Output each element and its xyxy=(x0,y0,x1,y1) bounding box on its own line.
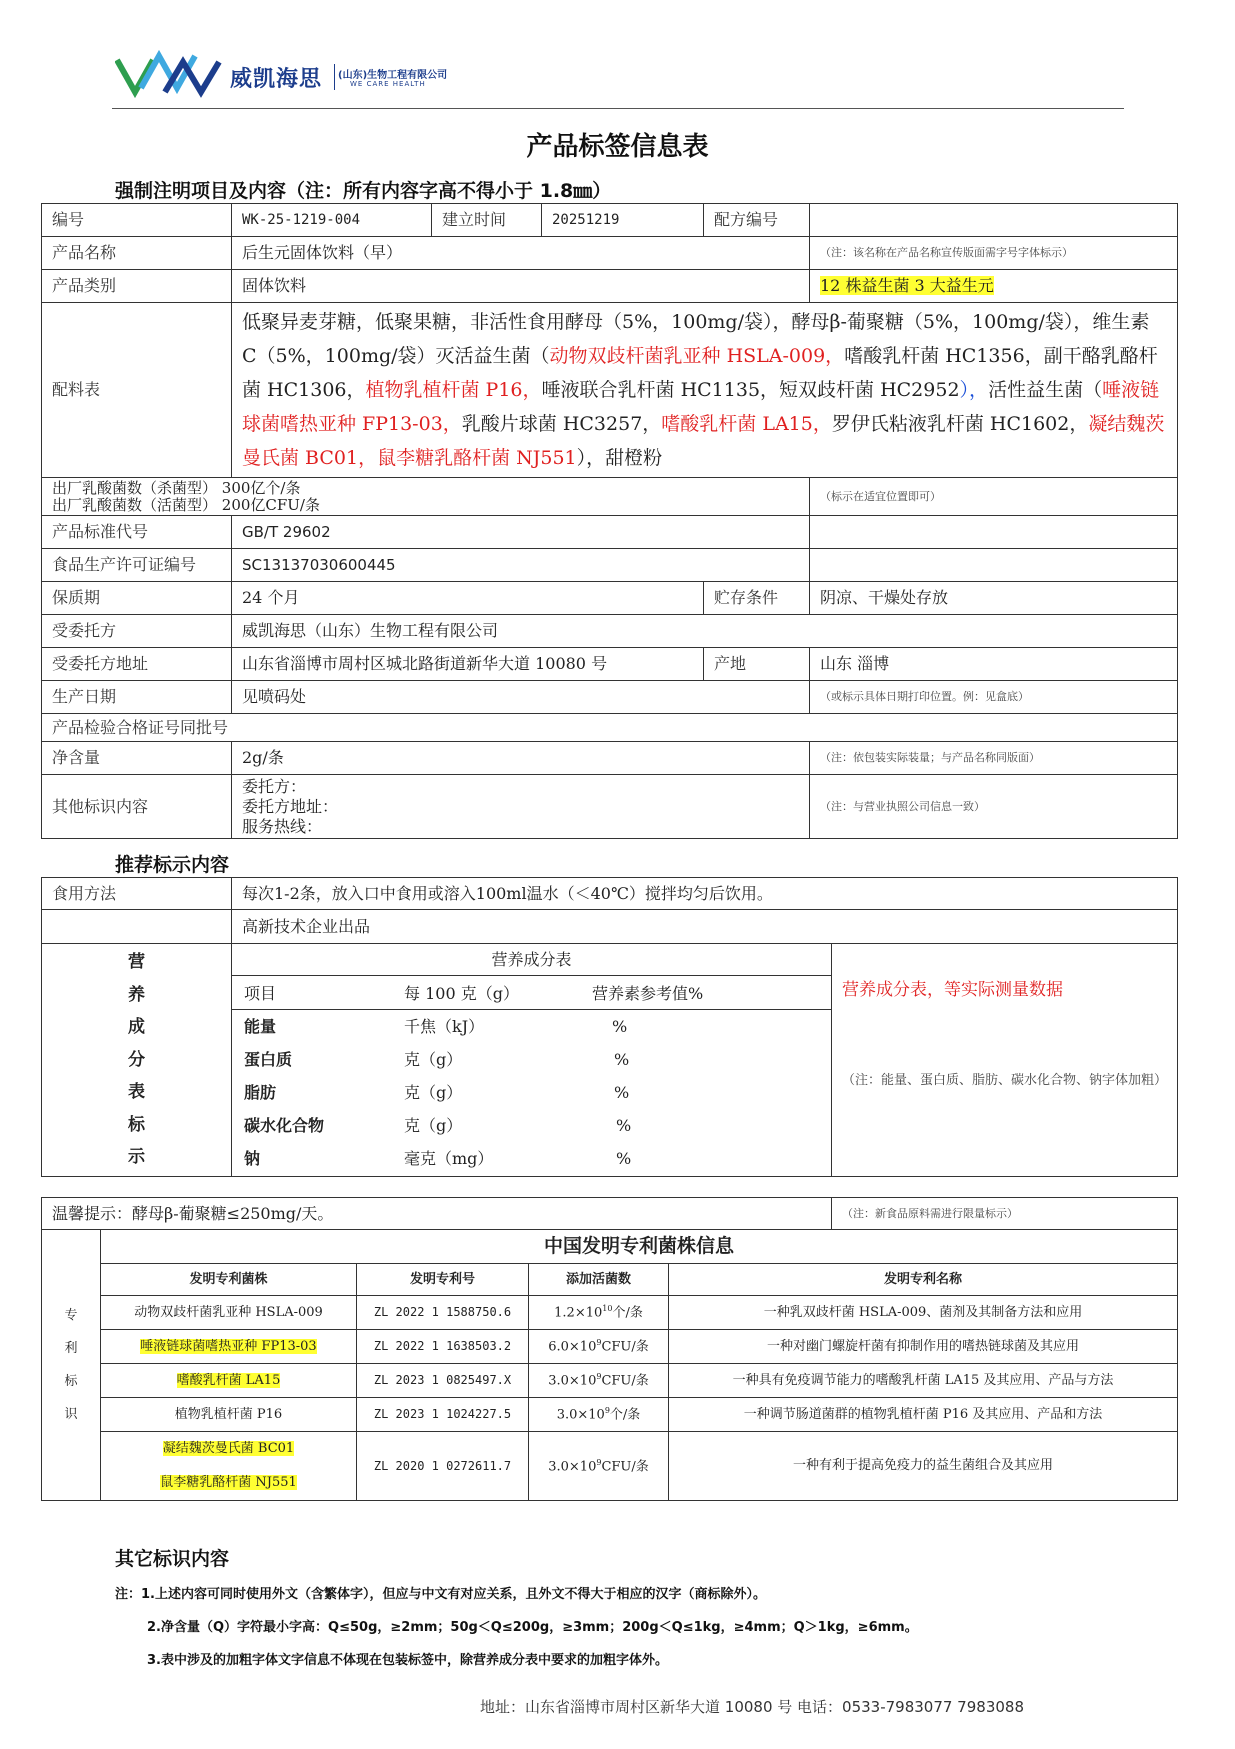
nutrition-header-nrv: 营养素参考值% xyxy=(592,984,704,1003)
patent-vertical-label xyxy=(42,1230,101,1501)
note-1: 注：1.上述内容可同时使用外文（含繁体字），但应与中文有对应关系，且外文不得大于相应的汉字（商标除外）。 xyxy=(115,1587,766,1602)
nutrition-header-item: 项目 xyxy=(244,984,277,1003)
storage-value: 阴凉、干燥处存放 xyxy=(810,582,1178,615)
patent-strain: 植物乳植杆菌 P16 xyxy=(101,1398,357,1432)
formula-label: 配方编号 xyxy=(704,204,810,237)
document-title: 产品标签信息表 xyxy=(526,132,709,162)
patent-count-base: 6.0×10 xyxy=(548,1339,597,1355)
nutrition-red-note: 营养成分表，等实际测量数据 xyxy=(842,980,1063,1000)
license-label: 食品生产许可证编号 xyxy=(42,549,232,582)
mandatory-table xyxy=(41,203,1178,839)
client-address-value: 山东省淄博市周村区城北路街道新华大道 10080 号 xyxy=(232,648,704,681)
patent-count-base: 3.0×10 xyxy=(548,1458,597,1474)
code-label: 编号 xyxy=(42,204,232,237)
other-info-line: 委托方地址： xyxy=(242,796,339,816)
shelf-life-label: 保质期 xyxy=(42,582,232,615)
patent-count-exp: 9 xyxy=(596,1457,602,1467)
nutrition-vertical-label xyxy=(42,944,232,1177)
ingredients-red-text: 植物乳植杆菌 P16， xyxy=(365,379,542,401)
bacteria-count-cell xyxy=(42,478,810,516)
net-content-note: （注：依包装实际装量；与产品名称同版面） xyxy=(810,742,1178,775)
warning-note: （注：新食品原料需进行限量标示） xyxy=(832,1198,1178,1230)
ingredients-blue-text: ）， xyxy=(959,379,989,401)
nutrition-unit: 毫克（mg） xyxy=(404,1149,494,1168)
nutrition-row xyxy=(232,1076,831,1108)
ingredients-text: ），甜橙粉 xyxy=(576,447,663,469)
product-name-note: （注：该名称在产品名称宣传版面需字号字体标示） xyxy=(810,237,1178,270)
patent-strain: 凝结魏茨曼氏菌 BC01 xyxy=(162,1441,295,1456)
patent-count xyxy=(529,1364,669,1398)
patent-strain-cell xyxy=(101,1364,357,1398)
other-info-line: 服务热线： xyxy=(242,816,323,836)
patent-strain-cell xyxy=(101,1330,357,1364)
patent-count xyxy=(529,1296,669,1330)
standard-empty xyxy=(810,516,1178,549)
origin-value: 山东 淄博 xyxy=(810,648,1178,681)
patent-header-strain: 发明专利菌株 xyxy=(101,1264,357,1296)
standard-label: 产品标准代号 xyxy=(42,516,232,549)
nutrition-unit: 克（g） xyxy=(404,1050,463,1069)
patent-number: ZL 2023 1 0825497.X xyxy=(357,1364,529,1398)
nutrition-unit: 克（g） xyxy=(404,1083,463,1102)
inspection-label: 产品检验合格证号同批号 xyxy=(42,714,1178,742)
nutrition-item: 碳水化合物 xyxy=(244,1116,325,1135)
nutrition-item: 钠 xyxy=(244,1149,261,1168)
nutrition-header-per100: 每 100 克（g） xyxy=(404,984,519,1003)
category-highlight: 12 株益生菌 3 大益生元 xyxy=(820,276,994,296)
patent-vertical-char: 利 xyxy=(64,1341,78,1356)
patent-header-name: 发明专利名称 xyxy=(669,1264,1178,1296)
company-full-name: (山东)生物工程有限公司 xyxy=(338,70,448,81)
ingredients-red-text: 动物双歧杆菌乳亚种 HSLA-009， xyxy=(549,345,845,367)
patent-vertical-char: 标 xyxy=(64,1374,78,1389)
nutrition-item: 脂肪 xyxy=(244,1083,277,1102)
patent-name: 一种具有免疫调节能力的嗜酸乳杆菌 LA15 及其应用、产品与方法 xyxy=(669,1364,1178,1398)
other-info-note: （注：与营业执照公司信息一致） xyxy=(810,775,1178,839)
nutrition-row xyxy=(232,1043,831,1075)
patent-number: ZL 2023 1 1024227.5 xyxy=(357,1398,529,1432)
license-empty xyxy=(810,549,1178,582)
patent-number: ZL 2022 1 1588750.6 xyxy=(357,1296,529,1330)
production-date-note: （或标示具体日期打印位置。例：见盒底） xyxy=(810,681,1178,714)
patent-vertical-char: 专 xyxy=(64,1308,78,1323)
warning-text: 温馨提示：酵母β-葡聚糖≤250mg/天。 xyxy=(42,1198,832,1230)
net-content-value: 2g/条 xyxy=(232,742,810,775)
bacteria-count-live: 出厂乳酸菌数（活菌型） 200亿CFU/条 xyxy=(52,495,320,514)
nutrition-item: 蛋白质 xyxy=(244,1050,293,1069)
product-name-value: 后生元固体饮料（早） xyxy=(232,237,810,270)
other-info-value xyxy=(232,775,810,839)
other-info-label: 其他标识内容 xyxy=(42,775,232,839)
company-separator xyxy=(334,64,335,90)
warning-table xyxy=(41,1197,1178,1230)
company-name: 威凯海思 xyxy=(230,67,323,92)
patent-count-base: 3.0×10 xyxy=(556,1407,605,1423)
nutrition-vertical-char: 营 xyxy=(128,951,145,972)
nutrition-title: 营养成分表 xyxy=(232,944,831,976)
nutrition-nrv: % xyxy=(616,1149,632,1168)
nutrition-unit: 克（g） xyxy=(404,1116,463,1135)
nutrition-header-row xyxy=(232,976,831,1010)
production-date-label: 生产日期 xyxy=(42,681,232,714)
nutrition-table xyxy=(232,944,832,1177)
patent-count-exp: 9 xyxy=(596,1338,602,1348)
patent-count xyxy=(529,1432,669,1501)
nutrition-vertical-char: 成 xyxy=(128,1017,145,1038)
code-value: WK-25-1219-004 xyxy=(232,204,432,237)
patent-strain: 唾液链球菌嗜热亚种 FP13-03 xyxy=(140,1338,317,1354)
patent-count-unit: CFU/条 xyxy=(601,1373,649,1389)
ingredients-text: 活性益生菌（ xyxy=(988,379,1103,401)
patent-table xyxy=(41,1229,1178,1501)
hightech-value: 高新技术企业出品 xyxy=(232,910,1178,944)
net-content-label: 净含量 xyxy=(42,742,232,775)
ingredients-red-text: 嗜酸乳杆菌 LA15， xyxy=(661,413,832,435)
patent-count xyxy=(529,1398,669,1432)
usage-value: 每次1-2条，放入口中食用或溶入100ml温水（＜40℃）搅拌均匀后饮用。 xyxy=(232,878,1178,910)
ingredients-label: 配料表 xyxy=(42,303,232,478)
footer-address: 地址：山东省淄博市周村区新华大道 10080 号 电话：0533-7983077 7983088 xyxy=(480,1698,1024,1716)
patent-count-unit: 个/条 xyxy=(612,1305,643,1321)
patent-name: 一种乳双歧杆菌 HSLA-009、菌剂及其制备方法和应用 xyxy=(669,1296,1178,1330)
section-mandatory-title: 强制注明项目及内容（注：所有内容字高不得小于 1.8㎜） xyxy=(115,180,612,202)
patent-number: ZL 2022 1 1638503.2 xyxy=(357,1330,529,1364)
ingredients-red-text: 凝结魏茨曼氏菌 BC01，鼠李糖乳酪杆菌 NJ551 xyxy=(242,413,1165,469)
created-value: 20251219 xyxy=(542,204,704,237)
ingredients-text: 嗜酸乳杆菌 HC1356，副干酪乳酪杆菌 HC1306， xyxy=(242,345,1158,401)
patent-name: 一种调节肠道菌群的植物乳植杆菌 P16 及其应用、产品和方法 xyxy=(669,1398,1178,1432)
standard-value: GB/T 29602 xyxy=(232,516,810,549)
patent-count-base: 3.0×10 xyxy=(548,1373,597,1389)
patent-strain: 鼠李糖乳酪杆菌 NJ551 xyxy=(160,1475,297,1490)
nutrition-row xyxy=(232,1010,831,1042)
patent-name: 一种对幽门螺旋杆菌有抑制作用的嗜热链球菌及其应用 xyxy=(669,1330,1178,1364)
patent-count-exp: 9 xyxy=(604,1406,610,1416)
category-value: 固体饮料 xyxy=(232,270,810,303)
note-3: 3.表中涉及的加粗字体文字信息不体现在包装标签中，除营养成分表中要求的加粗字体外。 xyxy=(147,1653,668,1668)
patent-count-exp: 10 xyxy=(602,1304,613,1314)
nutrition-item: 能量 xyxy=(244,1017,277,1036)
section-recommended-title: 推荐标示内容 xyxy=(115,854,230,876)
created-label: 建立时间 xyxy=(432,204,542,237)
usage-label: 食用方法 xyxy=(42,878,232,910)
ingredients-text: 乳酸片球菌 HC3257， xyxy=(461,413,662,435)
category-label: 产品类别 xyxy=(42,270,232,303)
nutrition-vertical-char: 分 xyxy=(128,1049,145,1070)
client-address-label: 受委托方地址 xyxy=(42,648,232,681)
production-date-value: 见喷码处 xyxy=(232,681,810,714)
nutrition-unit: 千焦（kJ） xyxy=(404,1017,485,1036)
hightech-empty xyxy=(42,910,232,944)
storage-label: 贮存条件 xyxy=(704,582,810,615)
client-value: 威凯海思（山东）生物工程有限公司 xyxy=(232,615,1178,648)
bacteria-count-killed: 出厂乳酸菌数（杀菌型） 300亿个/条 xyxy=(52,478,301,497)
nutrition-nrv: % xyxy=(614,1050,630,1069)
ingredients-text: 唾液联合乳杆菌 HC1135，短双歧杆菌 HC2952 xyxy=(541,379,960,401)
nutrition-vertical-char: 标 xyxy=(128,1114,145,1135)
nutrition-row xyxy=(232,1142,831,1174)
patent-count-exp: 9 xyxy=(596,1372,602,1382)
ingredients-red-text: 唾液链球菌嗜热亚种 FP13-03， xyxy=(242,379,1160,435)
nutrition-vertical-char: 示 xyxy=(128,1147,145,1168)
formula-value xyxy=(810,204,1178,237)
origin-label: 产地 xyxy=(704,648,810,681)
nutrition-row xyxy=(232,1109,831,1141)
nutrition-vertical-char: 表 xyxy=(128,1082,145,1103)
patent-name: 一种有利于提高免疫力的益生菌组合及其应用 xyxy=(669,1432,1178,1501)
shelf-life-value: 24 个月 xyxy=(232,582,704,615)
patent-count-unit: CFU/条 xyxy=(601,1339,649,1355)
patent-combo-strains xyxy=(101,1432,357,1501)
company-logo xyxy=(115,48,225,98)
ingredients-text: 罗伊氏粘液乳杆菌 HC1602， xyxy=(831,413,1089,435)
client-label: 受委托方 xyxy=(42,615,232,648)
license-value: SC13137030600445 xyxy=(232,549,810,582)
patent-header-number: 发明专利号 xyxy=(357,1264,529,1296)
section-other-title: 其它标识内容 xyxy=(115,1548,230,1570)
nutrition-notes-cell xyxy=(832,944,1178,1177)
patent-count-unit: CFU/条 xyxy=(601,1458,649,1474)
patent-count-unit: 个/条 xyxy=(609,1407,641,1423)
note-2: 2.净含量（Q）字符最小字高：Q≤50g，≥2mm；50g＜Q≤200g，≥3mm；200g＜Q≤1kg，≥4mm；Q＞1kg，≥6mm。 xyxy=(147,1620,918,1635)
recommended-table xyxy=(41,877,1178,1177)
patent-strain: 动物双歧杆菌乳亚种 HSLA-009 xyxy=(101,1296,357,1330)
patent-number: ZL 2020 1 0272611.7 xyxy=(357,1432,529,1501)
nutrition-vertical-char: 养 xyxy=(128,984,145,1005)
category-highlight-cell xyxy=(810,270,1178,303)
company-english-name: WE CARE HEALTH xyxy=(350,80,426,88)
patent-count xyxy=(529,1330,669,1364)
patent-count-base: 1.2×10 xyxy=(554,1305,603,1321)
bacteria-count-note: （标示在适宜位置即可） xyxy=(810,478,1178,516)
ingredients-text: 低聚异麦芽糖，低聚果糖，非活性食用酵母（5%，100mg/袋），酵母β-葡聚糖（5%，100mg/袋），维生素 C（5%，100mg/袋）灭活益生菌（ xyxy=(242,311,1150,367)
nutrition-nrv: % xyxy=(616,1116,632,1135)
header-divider xyxy=(112,108,1124,109)
patent-header-count: 添加活菌数 xyxy=(529,1264,669,1296)
ingredients-list xyxy=(232,303,1178,478)
nutrition-nrv: % xyxy=(612,1017,628,1036)
patent-strain: 嗜酸乳杆菌 LA15 xyxy=(176,1372,281,1388)
product-name-label: 产品名称 xyxy=(42,237,232,270)
nutrition-nrv: % xyxy=(614,1083,630,1102)
patent-vertical-char: 识 xyxy=(64,1407,78,1422)
nutrition-bold-note: （注：能量、蛋白质、脂肪、碳水化合物、钠字体加粗） xyxy=(842,1073,1168,1088)
patent-title: 中国发明专利菌株信息 xyxy=(101,1230,1178,1264)
other-info-line: 委托方： xyxy=(242,776,307,796)
